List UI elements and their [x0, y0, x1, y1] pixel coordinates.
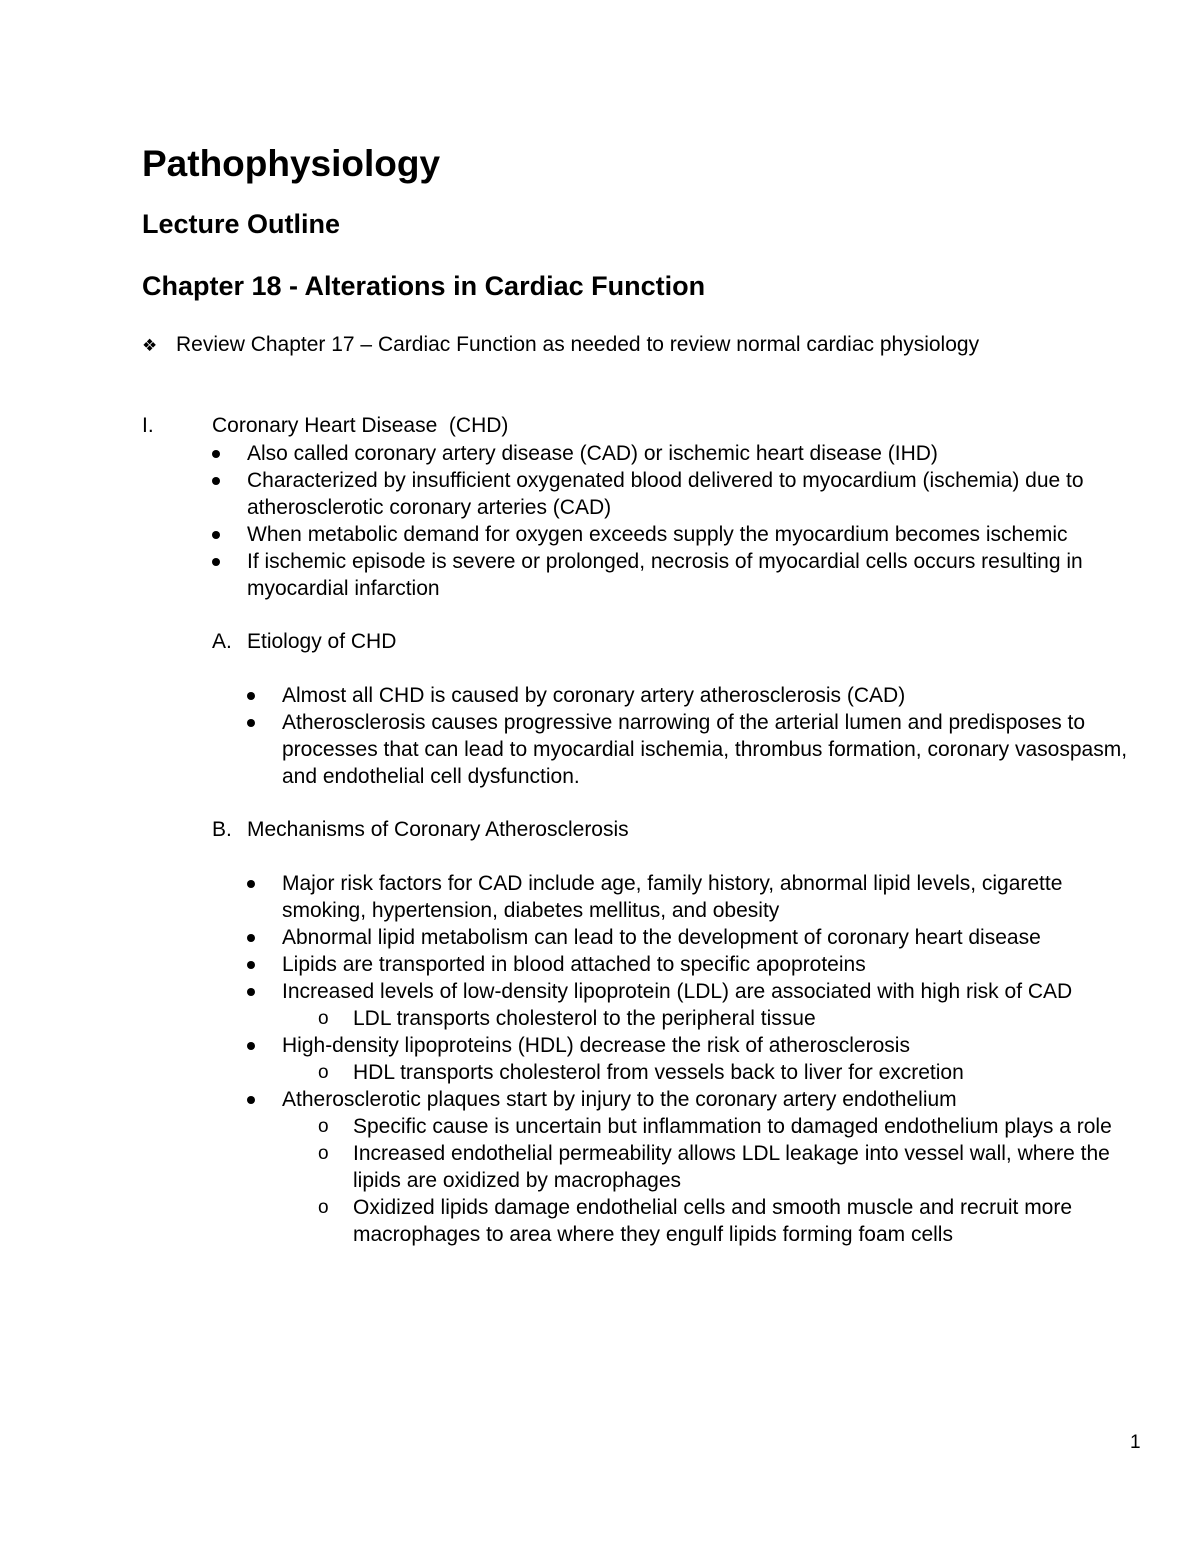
circle-bullet-icon: o [318, 1143, 329, 1164]
subsection-heading [142, 816, 1142, 844]
list-item-text: LDL transports cholesterol to the peripheral tissue [353, 1007, 816, 1030]
outline [142, 412, 1142, 1248]
list-item-text: Major risk factors for CAD include age, family history, abnormal lipid levels, cigarette smoking, hypertension, diabetes mellitus, and obesity [282, 872, 1063, 922]
list-item [142, 440, 1142, 467]
list-item-text: Almost all CHD is caused by coronary artery atherosclerosis (CAD) [282, 684, 906, 707]
subsection-bullet-list [142, 1086, 1142, 1113]
bullet-dot-icon [247, 880, 255, 888]
section-numeral: I. [142, 414, 154, 437]
review-note [142, 331, 979, 360]
list-item [142, 548, 1142, 602]
nested-bullet-list [142, 1005, 1142, 1032]
bullet-dot-icon [247, 988, 255, 996]
nested-bullet-list [142, 1059, 1142, 1086]
review-note-text: Review Chapter 17 – Cardiac Function as needed to review normal cardiac physiology [176, 333, 980, 356]
circle-bullet-icon: o [318, 1197, 329, 1218]
list-item-text: Characterized by insufficient oxygenated blood delivered to myocardium (ischemia) due to atherosclerotic coronary arteries (CAD) [247, 469, 1084, 519]
list-item [142, 1113, 1142, 1140]
list-item-text: Increased endothelial permeability allows LDL leakage into vessel wall, where the lipids are oxidized by macrophages [353, 1142, 1110, 1192]
document-title: Pathophysiology [142, 143, 441, 184]
document-subtitle: Lecture Outline [142, 209, 341, 239]
bullet-dot-icon [212, 477, 220, 485]
bullet-dot-icon [212, 531, 220, 539]
list-item-text: Oxidized lipids damage endothelial cells and smooth muscle and recruit more macrophages to area where they engulf lipids forming foam cells [353, 1196, 1073, 1246]
list-item-text: Specific cause is uncertain but inflammation to damaged endothelium plays a role [353, 1115, 1112, 1138]
list-item-text: Also called coronary artery disease (CAD) or ischemic heart disease (IHD) [247, 442, 938, 465]
list-item [142, 1032, 1142, 1059]
subsection-title: Mechanisms of Coronary Atherosclerosis [247, 818, 629, 841]
list-item [142, 1140, 1142, 1194]
diamond-bullet-icon: ❖ [142, 336, 158, 355]
list-item [142, 870, 1142, 924]
list-item [142, 951, 1142, 978]
bullet-dot-icon [247, 1042, 255, 1050]
subsection-bullet-list [142, 1032, 1142, 1059]
bullet-dot-icon [247, 934, 255, 942]
circle-bullet-icon: o [318, 1062, 329, 1083]
bullet-dot-icon [247, 1096, 255, 1104]
list-item-text: If ischemic episode is severe or prolonged, necrosis of myocardial cells occurs resulting in myocardial infarction [247, 550, 1083, 600]
list-item-text: Lipids are transported in blood attached to specific apoproteins [282, 953, 866, 976]
list-item [142, 467, 1142, 521]
subsection-letter: B. [212, 818, 232, 841]
subsection-bullet-list [142, 682, 1142, 790]
nested-bullet-list [142, 1113, 1142, 1248]
list-item-text: When metabolic demand for oxygen exceeds supply the myocardium becomes ischemic [247, 523, 1068, 546]
list-item [142, 1005, 1142, 1032]
list-item-text: Abnormal lipid metabolism can lead to the development of coronary heart disease [282, 926, 1041, 949]
section-title: Coronary Heart Disease (CHD) [212, 414, 509, 437]
list-item-text: Atherosclerotic plaques start by injury to the coronary artery endothelium [282, 1088, 957, 1111]
subsection-bullet-list [142, 870, 1142, 1005]
list-item-text: Atherosclerosis causes progressive narrowing of the arterial lumen and predisposes to processes that can lead to myocardial ischemia, thrombus formation, coronary vasospasm, and endothelial cell dysfunction. [282, 711, 1128, 788]
circle-bullet-icon: o [318, 1008, 329, 1029]
section-heading [142, 412, 1142, 440]
bullet-dot-icon [247, 719, 255, 727]
list-item [142, 521, 1142, 548]
bullet-dot-icon [212, 558, 220, 566]
chapter-heading: Chapter 18 - Alterations in Cardiac Function [142, 271, 706, 301]
list-item-text: Increased levels of low-density lipoprotein (LDL) are associated with high risk of CAD [282, 980, 1073, 1003]
bullet-dot-icon [247, 692, 255, 700]
list-item [142, 1194, 1142, 1248]
list-item [142, 709, 1142, 790]
list-item-text: HDL transports cholesterol from vessels back to liver for excretion [353, 1061, 964, 1084]
list-item [142, 924, 1142, 951]
list-item [142, 682, 1142, 709]
subsection-letter: A. [212, 630, 232, 653]
list-item [142, 978, 1142, 1005]
page-number: 1 [1130, 1432, 1141, 1453]
list-item-text: High-density lipoproteins (HDL) decrease the risk of atherosclerosis [282, 1034, 910, 1057]
subsection-title: Etiology of CHD [247, 630, 397, 653]
list-item [142, 1086, 1142, 1113]
section-bullet-list [142, 440, 1142, 602]
list-item [142, 1059, 1142, 1086]
circle-bullet-icon: o [318, 1116, 329, 1137]
bullet-dot-icon [247, 961, 255, 969]
bullet-dot-icon [212, 450, 220, 458]
subsection-heading [142, 628, 1142, 656]
